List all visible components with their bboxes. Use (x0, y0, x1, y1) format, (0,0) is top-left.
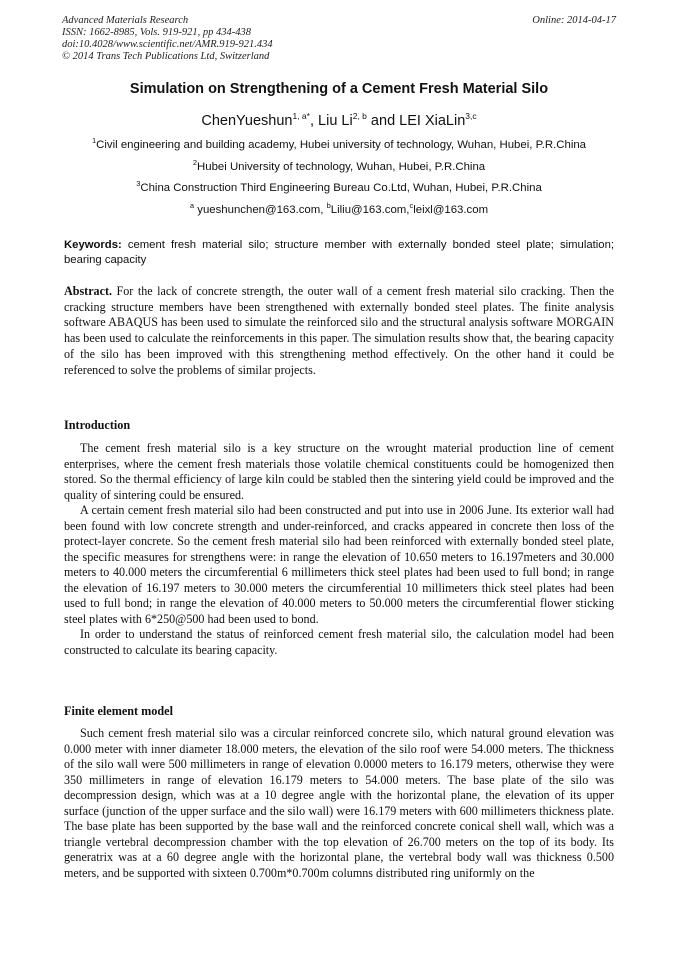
affiliation-2 (40, 160, 638, 174)
journal-name: Advanced Materials Research (62, 15, 189, 26)
author-separator: , (309, 113, 319, 129)
paragraph: Such cement fresh material silo was a circular reinforced concrete silo, which natural ground elevation was 0.000 meter with inner diameter 18.000 meters, the elevation of the silo roof were 54.000 meters. The thickness of the silo wall were 500 millimeters in range of elevation 0.0000 meters to 16.179 meters, otherwise they were 350 millimeters in range of elevation 16.179 meters to 54.000 meters. The base plate of the silo was decompression design, which was at a 10 degree angle with the horizontal plane, the elevation of its upper surface (junction of the upper surface and the silo wall) were 16.179 meters with 600 millimeters thickness plate. The base plate has been supported by the base wall and the reinforced concrete conical shell wall, which was a triangle vertebral decompression chamber with the top elevation of 26.700 meters on the top of its body. Its generatrix was at a 60 degree angle with the horizontal plane, the vertebral body wall was thickness 0.500 meters, and be supported with sixteen 0.700m*0.700m columns distributed ring uniformly on the (64, 726, 614, 880)
author-name: LEI XiaLin (399, 113, 466, 129)
email-address[interactable]: yueshunchen@163.com, (194, 204, 327, 216)
author-sup: 1, a* (292, 111, 310, 122)
affiliation-1 (40, 138, 638, 152)
email-address[interactable]: leixl@163.com (413, 204, 489, 216)
affiliation-sup: 3 (136, 179, 141, 189)
journal-doi[interactable]: doi:10.4028/www.scientific.net/AMR.919-921.434 (62, 39, 273, 50)
journal-info (62, 15, 273, 63)
affiliation-sup: 2 (192, 158, 198, 168)
paper-title: Simulation on Strengthening of a Cement Fresh Material Silo (129, 81, 549, 97)
author-name: ChenYueshun (201, 113, 293, 129)
paragraph: A certain cement fresh material silo had been constructed and put into use in 2006 June. Its exterior wall had been found with low concrete strength and under-reinforced, and cracks appeared in concrete then loss of the protect-layer concrete. So the cement fresh material silo had been reinforced with externally bonded steel plate, the specific measures for strengthens were: in range the elevation of 10.650 meters to 16.197meters and 30.000 meters to 40.000 meters the circumferential 6 millimeters thick steel plates had been used to full bond; in range the elevation of 16.197 meters to 30.000 meters the circumferential 10 millimeters thick steel plates had been used to full bond; in range the elevation of 40.000 meters to 50.000 meters the circumferential flower sticking steel plates with 6*250@500 had been used to bond. (64, 503, 614, 626)
keywords (64, 238, 614, 268)
affiliation-sup: 1 (91, 136, 97, 146)
email-sup: a (189, 201, 195, 211)
author-emails (40, 203, 638, 217)
author-separator: and (366, 113, 400, 129)
email-sup: c (409, 201, 414, 211)
online-date: Online: 2014-04-17 (532, 15, 616, 26)
author-list (40, 112, 638, 130)
abstract-label: Abstract. (64, 284, 113, 298)
affiliation-text: China Construction Third Engineering Bureau Co.Ltd, Wuhan, Hubei, P.R.China (140, 182, 542, 194)
email-sup: b (326, 201, 331, 211)
author-name: Liu Li (318, 113, 353, 129)
keywords-label: Keywords: (64, 239, 122, 251)
affiliation-3 (40, 181, 638, 195)
journal-copyright: © 2014 Trans Tech Publications Ltd, Switzerland (62, 51, 270, 62)
abstract (64, 284, 614, 378)
paragraph: In order to understand the status of reinforced cement fresh material silo, the calculation model had been constructed to calculate its bearing capacity. (64, 627, 614, 657)
author-sup: 2, b (352, 111, 367, 122)
introduction-body (64, 441, 614, 658)
affiliation-text: Civil engineering and building academy, Hubei university of technology, Wuhan, Hubei, P.R.China (96, 139, 587, 151)
paragraph: The cement fresh material silo is a key structure on the wrought material production line of cement enterprises, where the cement fresh materials those volatile chemical constituents could be homogenized then stored. So the thermal efficiency of large kiln could be stabled then the sintering yield could be improved and the quality of sintering could be ensured. (64, 441, 614, 502)
affiliation-text: Hubei University of technology, Wuhan, Hubei, P.R.China (197, 161, 486, 173)
author-sup: 3,c (465, 111, 477, 122)
journal-issn: ISSN: 1662-8985, Vols. 919-921, pp 434-438 (62, 27, 251, 38)
email-address[interactable]: Liliu@163.com, (330, 204, 410, 216)
fem-body (64, 726, 614, 881)
abstract-text: For the lack of concrete strength, the outer wall of a cement fresh material silo cracking. Then the cracking structure members have been strengthened with externally bonded steel plates. The finite analysis software ABAQUS has been used to simulate the reinforced silo and the structural analysis software MORGAIN has been used to calculate the reinforcements in this paper. The simulation results show that, the bearing capacity of the silo has been improved with this strengthening method effectively. On the other hand it could be referenced to solve the problems of similar projects. (64, 284, 614, 377)
keywords-text: cement fresh material silo; structure member with externally bonded steel plate; simulation; bearing capacity (64, 239, 614, 266)
introduction-heading: Introduction (64, 418, 131, 432)
fem-heading: Finite element model (64, 704, 173, 718)
